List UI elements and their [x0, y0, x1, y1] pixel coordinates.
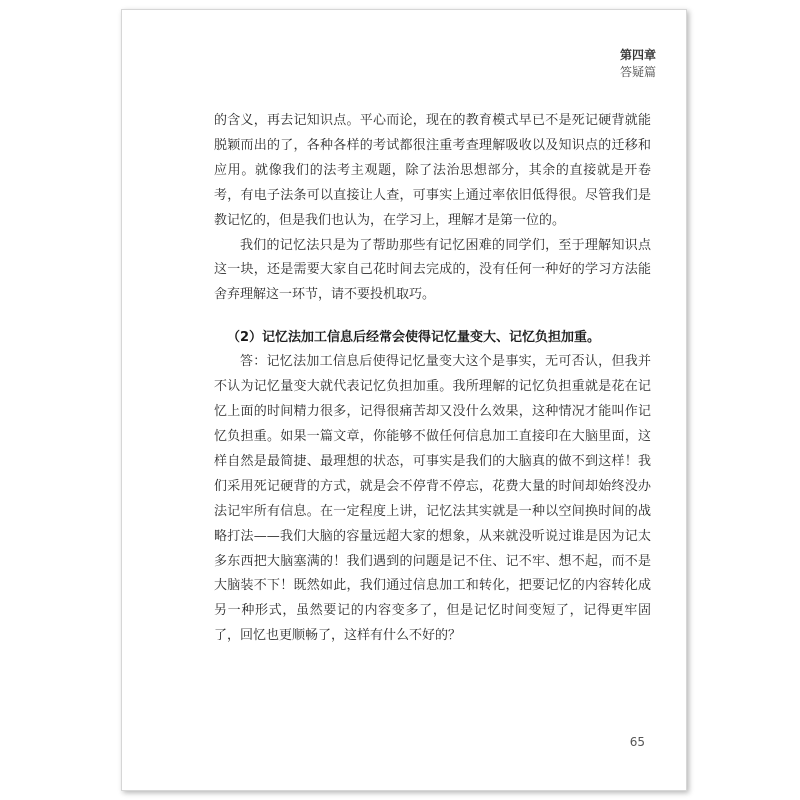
paragraph: 我们的记忆法只是为了帮助那些有记忆困难的同学们，至于理解知识点这一块，还是需要大家自己花时间去完成的，没有任何一种好的学习方法能舍弃理解这一环节，请不要投机取巧。 — [214, 237, 651, 303]
page-body — [214, 109, 651, 649]
chapter-header — [620, 47, 656, 81]
book-page — [121, 9, 687, 791]
chapter-title: 第四章 — [619, 48, 656, 62]
page-number: 65 — [629, 735, 645, 749]
answer-paragraph: 答：记忆法加工信息后使得记忆量变大这个是事实，无可否认，但我并不认为记忆量变大就代表记忆负担加重。我所理解的记忆负担重就是花在记忆上面的时间精力很多，记得很痛苦却又没什么效果，这种情况才能叫作记忆负担重。如果一篇文章，你能够不做任何信息加工直接印在大脑里面，这样自然是最简捷、最理想的状态，可事实是我们的大脑真的做不到这样！我们采用死记硬背的方式，就是会不停背不停忘，花费大量的时间却始终没办法记牢所有信息。在一定程度上讲，记忆法其实就是一种以空间换时间的战略打法——我们大脑的容量远超大家的想象，从来就没听说过谁是因为记太多东西把大脑塞满的！我们遇到的问题是记不住、记不牢、想不起，而不是大脑装不下！既然如此，我们通过信息加工和转化，把要记忆的内容转化成另一种形式，虽然要记的内容变多了，但是记忆时间变短了，记得更牢固了，回忆也更顺畅了，这样有什么不好的？ — [214, 354, 651, 644]
paragraph-continued: 的含义，再去记知识点。平心而论，现在的教育模式早已不是死记硬背就能脱颖而出的了，各种各样的考试都很注重考查理解吸收以及知识点的迁移和应用。就像我们的法考主观题，除了法治思想部分，其余的直接就是开卷考，有电子法条可以直接让人查，可事实上通过率依旧低得很。尽管我们是教记忆的，但是我们也认为，在学习上，理解才是第一位的。 — [214, 113, 651, 228]
chapter-subtitle: 答疑篇 — [619, 65, 656, 79]
question-heading: （2）记忆法加工信息后经常会使得记忆量变大、记忆负担加重。 — [227, 330, 601, 346]
